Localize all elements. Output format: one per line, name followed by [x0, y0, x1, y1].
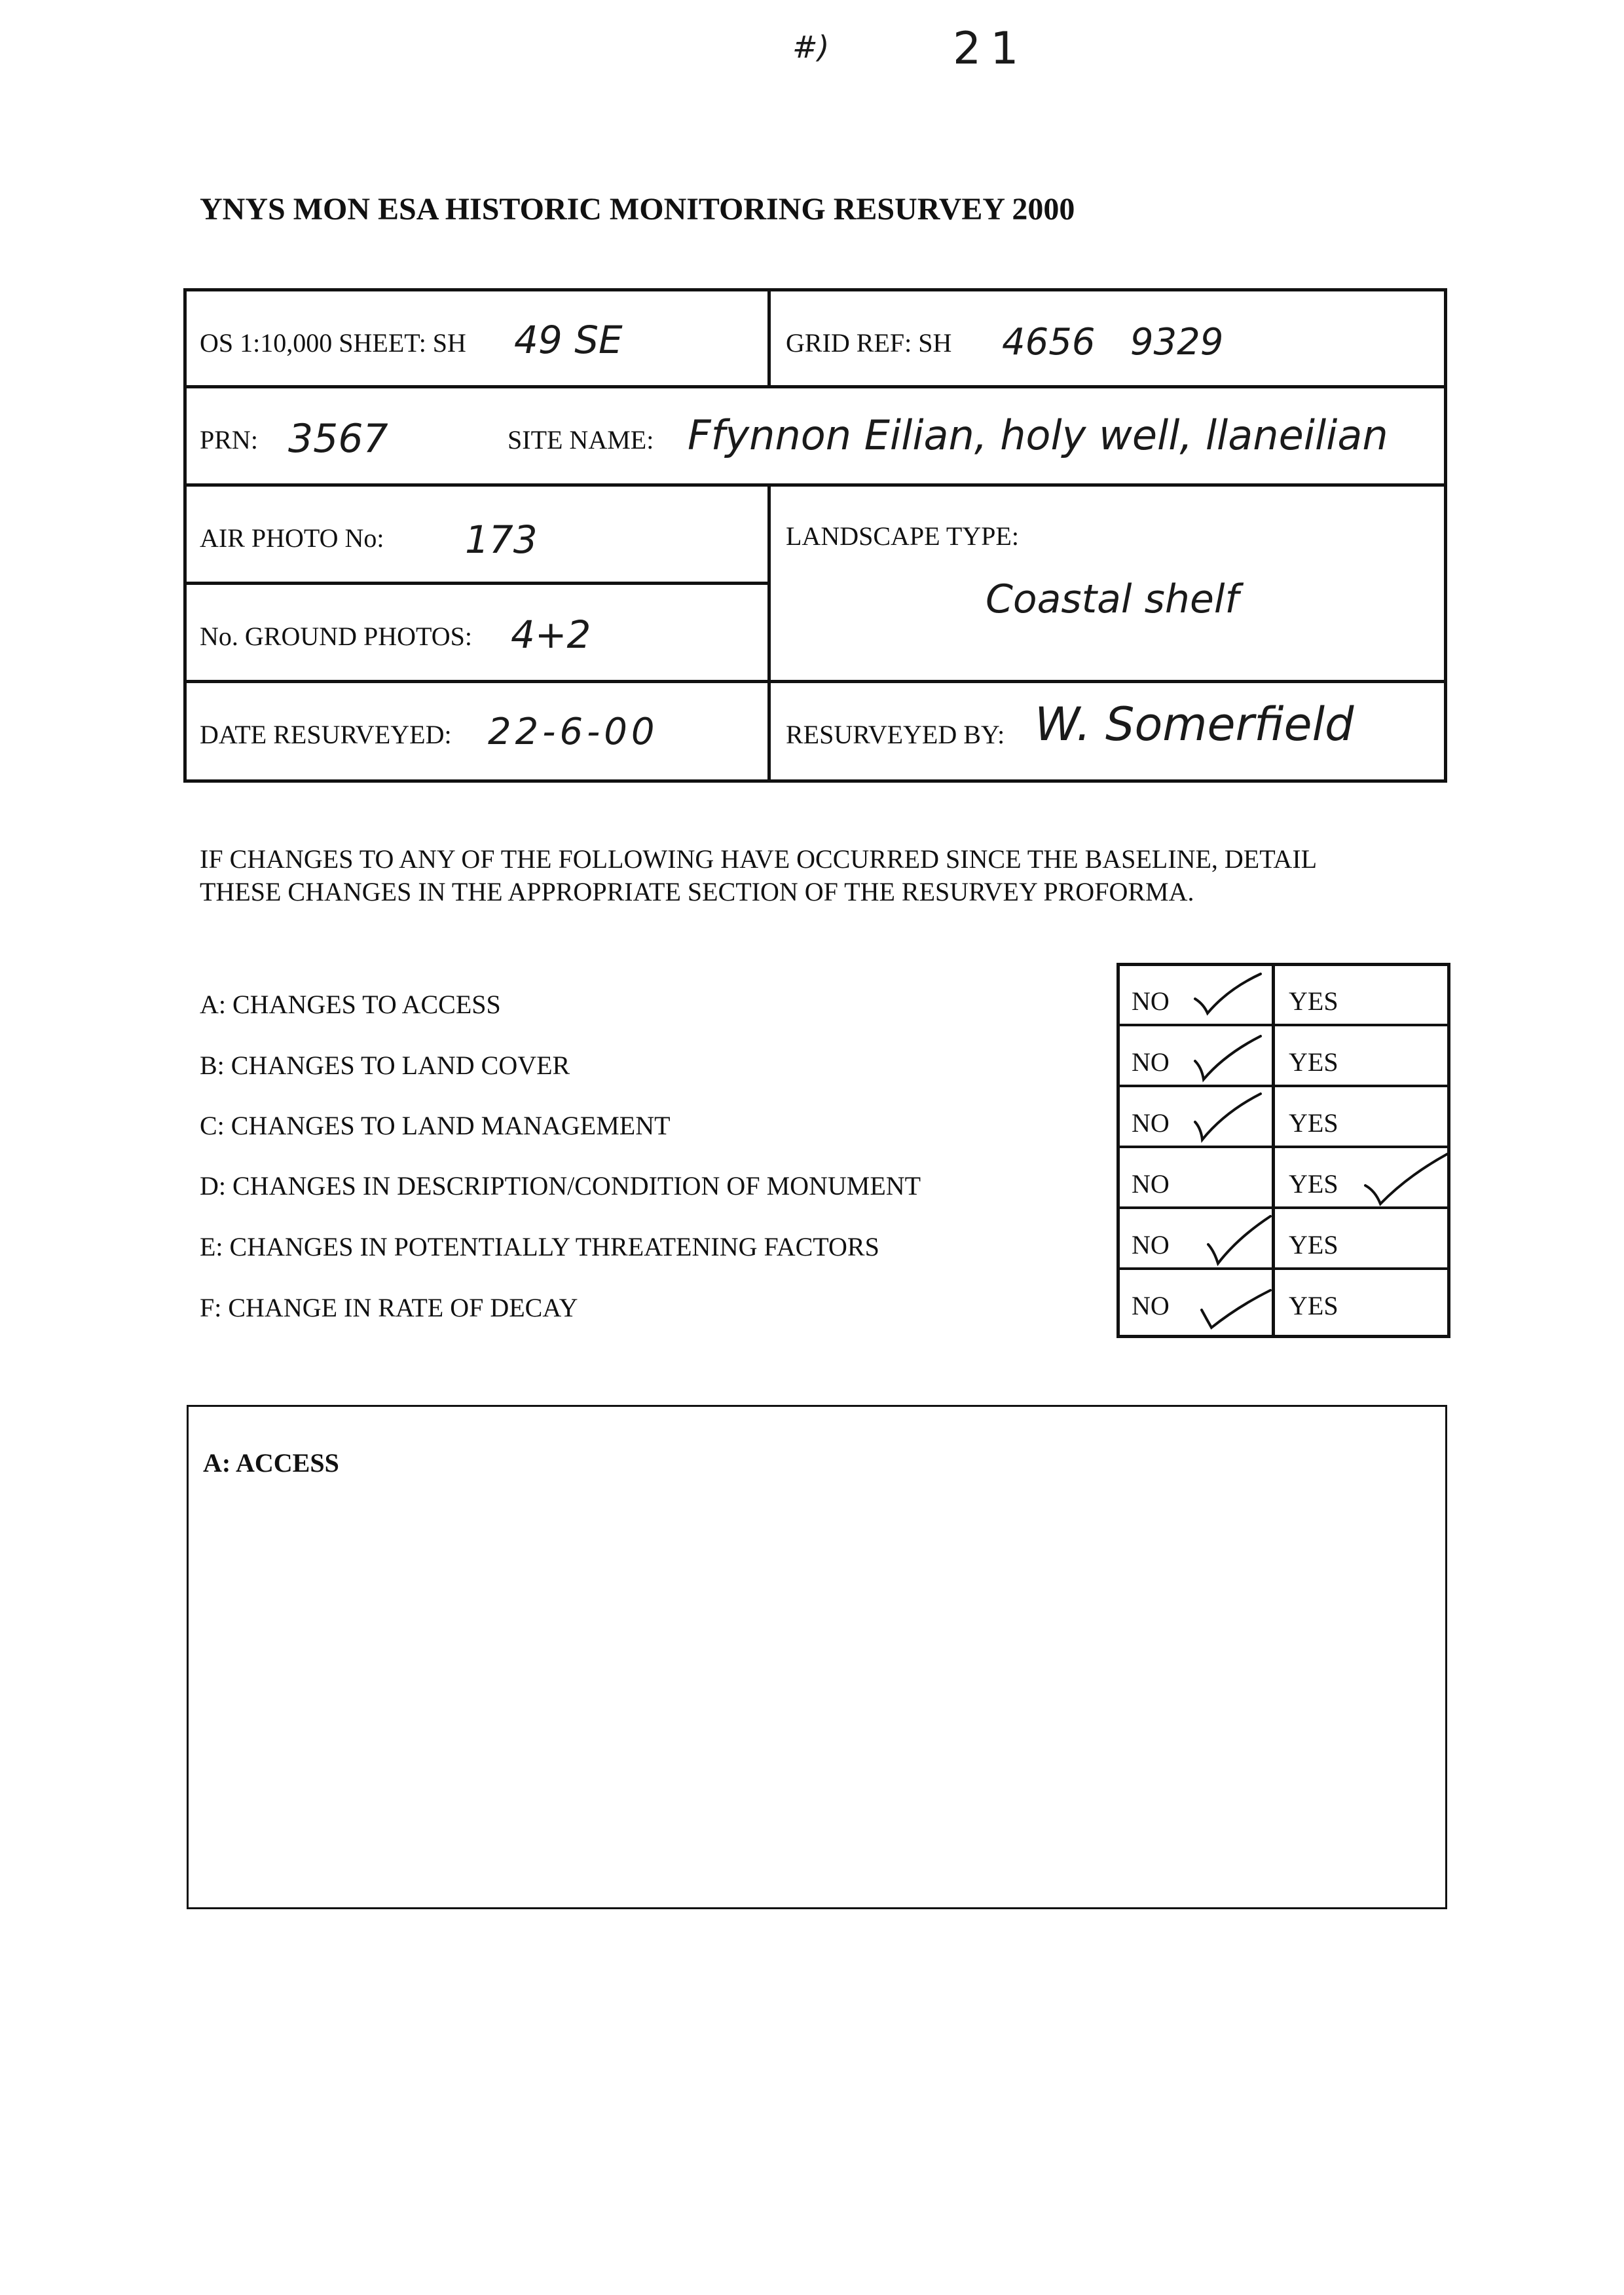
change-label-c: C: CHANGES TO LAND MANAGEMENT: [200, 1111, 671, 1140]
change-label-b: B: CHANGES TO LAND COVER: [200, 1051, 570, 1080]
site-name-label: SITE NAME:: [507, 425, 654, 455]
ground-photos-label: No. GROUND PHOTOS:: [200, 622, 472, 651]
os-sheet-value: 49 SE: [514, 318, 623, 362]
change-label-a: A: CHANGES TO ACCESS: [200, 990, 501, 1019]
tick-mark-icon: [1205, 1215, 1274, 1267]
tick-mark-icon: [1362, 1153, 1450, 1208]
no-option-b[interactable]: NO: [1132, 1047, 1170, 1077]
yes-option-f[interactable]: YES: [1289, 1291, 1338, 1320]
site-name-value: Ffynnon Eilian, holy well, llaneilian: [688, 411, 1388, 459]
air-photo-value: 173: [465, 517, 538, 562]
yes-option-a[interactable]: YES: [1289, 986, 1338, 1016]
change-label-e: E: CHANGES IN POTENTIALLY THREATENING FACTORS: [200, 1232, 879, 1261]
date-resurveyed-label: DATE RESURVEYED:: [200, 720, 452, 749]
tick-mark-icon: [1198, 1287, 1274, 1333]
date-resurveyed-value: 22-6-00: [488, 711, 659, 753]
tick-mark-icon: [1192, 1092, 1264, 1145]
grid-ref-value: 4656 9329: [1002, 321, 1224, 364]
tick-mark-icon: [1192, 1035, 1264, 1084]
yes-option-c[interactable]: YES: [1289, 1108, 1338, 1138]
instructions-line-2: THESE CHANGES IN THE APPROPRIATE SECTION OF THE RESURVEY PROFORMA.: [200, 877, 1194, 906]
instructions-line-1: IF CHANGES TO ANY OF THE FOLLOWING HAVE OCCURRED SINCE THE BASELINE, DETAIL: [200, 844, 1318, 874]
page-title: YNYS MON ESA HISTORIC MONITORING RESURVEY 2000: [200, 192, 1075, 227]
os-sheet-label: OS 1:10,000 SHEET: SH: [200, 328, 466, 358]
landscape-type-value: Coastal shelf: [986, 576, 1239, 622]
page-mark-left: #): [792, 29, 830, 65]
yes-option-b[interactable]: YES: [1289, 1047, 1338, 1077]
no-option-a[interactable]: NO: [1132, 986, 1170, 1016]
no-option-d[interactable]: NO: [1132, 1169, 1170, 1199]
yes-option-e[interactable]: YES: [1289, 1230, 1338, 1259]
access-section-heading: A: ACCESS: [203, 1448, 339, 1478]
resurveyed-by-label: RESURVEYED BY:: [786, 720, 1005, 749]
change-label-d: D: CHANGES IN DESCRIPTION/CONDITION OF MONUMENT: [200, 1171, 921, 1201]
ground-photos-value: 4+2: [511, 612, 591, 657]
air-photo-label: AIR PHOTO No:: [200, 523, 384, 553]
resurveyed-by-value: W. Somerfield: [1035, 698, 1354, 751]
page-number: 21: [953, 23, 1028, 75]
prn-label: PRN:: [200, 425, 258, 455]
yes-option-d[interactable]: YES: [1289, 1169, 1338, 1199]
tick-mark-icon: [1192, 973, 1264, 1018]
no-option-e[interactable]: NO: [1132, 1230, 1170, 1259]
landscape-type-label: LANDSCAPE TYPE:: [786, 521, 1019, 551]
no-option-f[interactable]: NO: [1132, 1291, 1170, 1320]
access-section-box[interactable]: [187, 1405, 1447, 1909]
grid-ref-label: GRID REF: SH: [786, 328, 952, 358]
prn-value: 3567: [288, 416, 388, 462]
change-label-f: F: CHANGE IN RATE OF DECAY: [200, 1293, 578, 1322]
no-option-c[interactable]: NO: [1132, 1108, 1170, 1138]
